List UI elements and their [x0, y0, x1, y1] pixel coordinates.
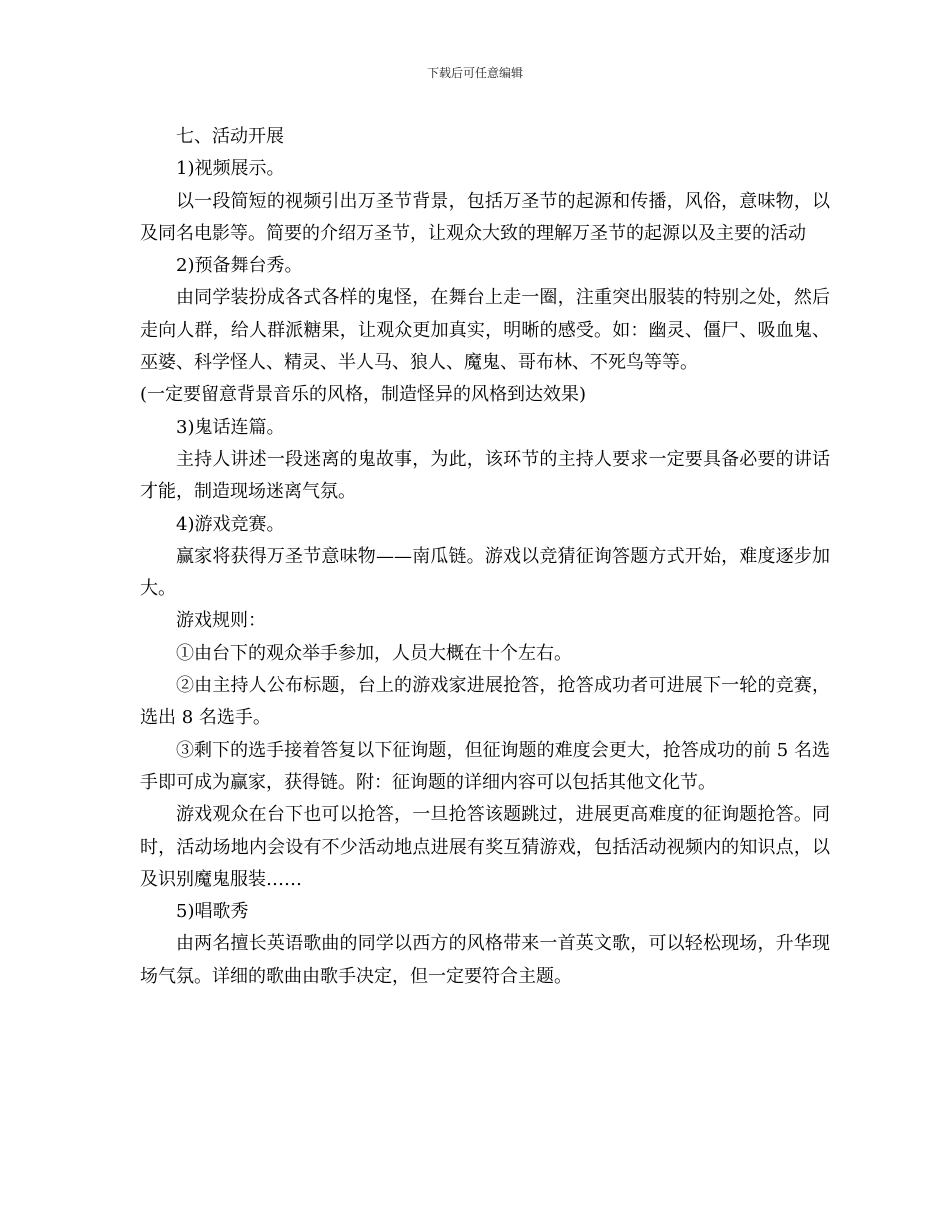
paragraph: 游戏规则：	[176, 610, 266, 632]
paragraph: 1)视频展示。	[176, 158, 285, 180]
paragraph: ②由主持人公布标题，台上的游戏家进展抢答，抢答成功者可进展下一轮的竞赛，选出 8 名选手。	[140, 675, 830, 729]
paragraph: 主持人讲述一段迷离的鬼故事，为此，该环节的主持人要求一定要具备必要的讲话才能，制造现场迷离气氛。	[140, 448, 830, 503]
paragraph: 由两名擅长英语歌曲的同学以西方的风格带来一首英文歌，可以轻松现场，升华现场气氛。详细的歌曲由歌手决定，但一定要符合主题。	[140, 933, 830, 987]
section-heading: 七、活动开展	[176, 126, 284, 147]
paragraph: 赢家将获得万圣节意味物——南瓜链。游戏以竞猜征询答题方式开始，难度逐步加大。	[140, 545, 830, 600]
paragraph: 由同学装扮成各式各样的鬼怪，在舞台上走一圈，注重突出服装的特别之处，然后走向人群，给人群派糖果，让观众更加真实，明晰的感受。如：幽灵、僵尸、吸血鬼、巫婆、科学怪人、精灵、半人马、狼人、魔鬼、哥布林、不死鸟等等。	[140, 287, 830, 374]
page-header: 下载后可任意编辑	[426, 66, 523, 80]
document-body	[140, 121, 830, 993]
paragraph: 游戏观众在台下也可以抢答，一旦抢答该题跳过，进展更高难度的征询题抢答。同时，活动场地内会设有不少活动地点进展有奖互猜游戏，包括活动视频内的知识点，以及识别魔鬼服装……	[140, 804, 830, 890]
paragraph: ③剩下的选手接着答复以下征询题，但征询题的难度会更大，抢答成功的前 5 名选手即可成为赢家，获得链。附：征询题的详细内容可以包括其他文化节。	[140, 739, 830, 793]
paragraph: 2)预备舞台秀。	[176, 255, 303, 277]
paragraph: (一定要留意背景音乐的风格，制造怪异的风格到达效果)	[140, 384, 587, 406]
paragraph: ①由台下的观众举手参加，人员大概在十个左右。	[176, 642, 572, 664]
paragraph: 以一段简短的视频引出万圣节背景，包括万圣节的起源和传播，风俗，意味物，以及同名电影等。简要的介绍万圣节，让观众大致的理解万圣节的起源以及主要的活动	[140, 190, 830, 244]
paragraph: 3)鬼话连篇。	[176, 416, 285, 438]
paragraph: 5)唱歌秀	[176, 901, 249, 923]
paragraph: 4)游戏竞赛。	[176, 513, 285, 535]
